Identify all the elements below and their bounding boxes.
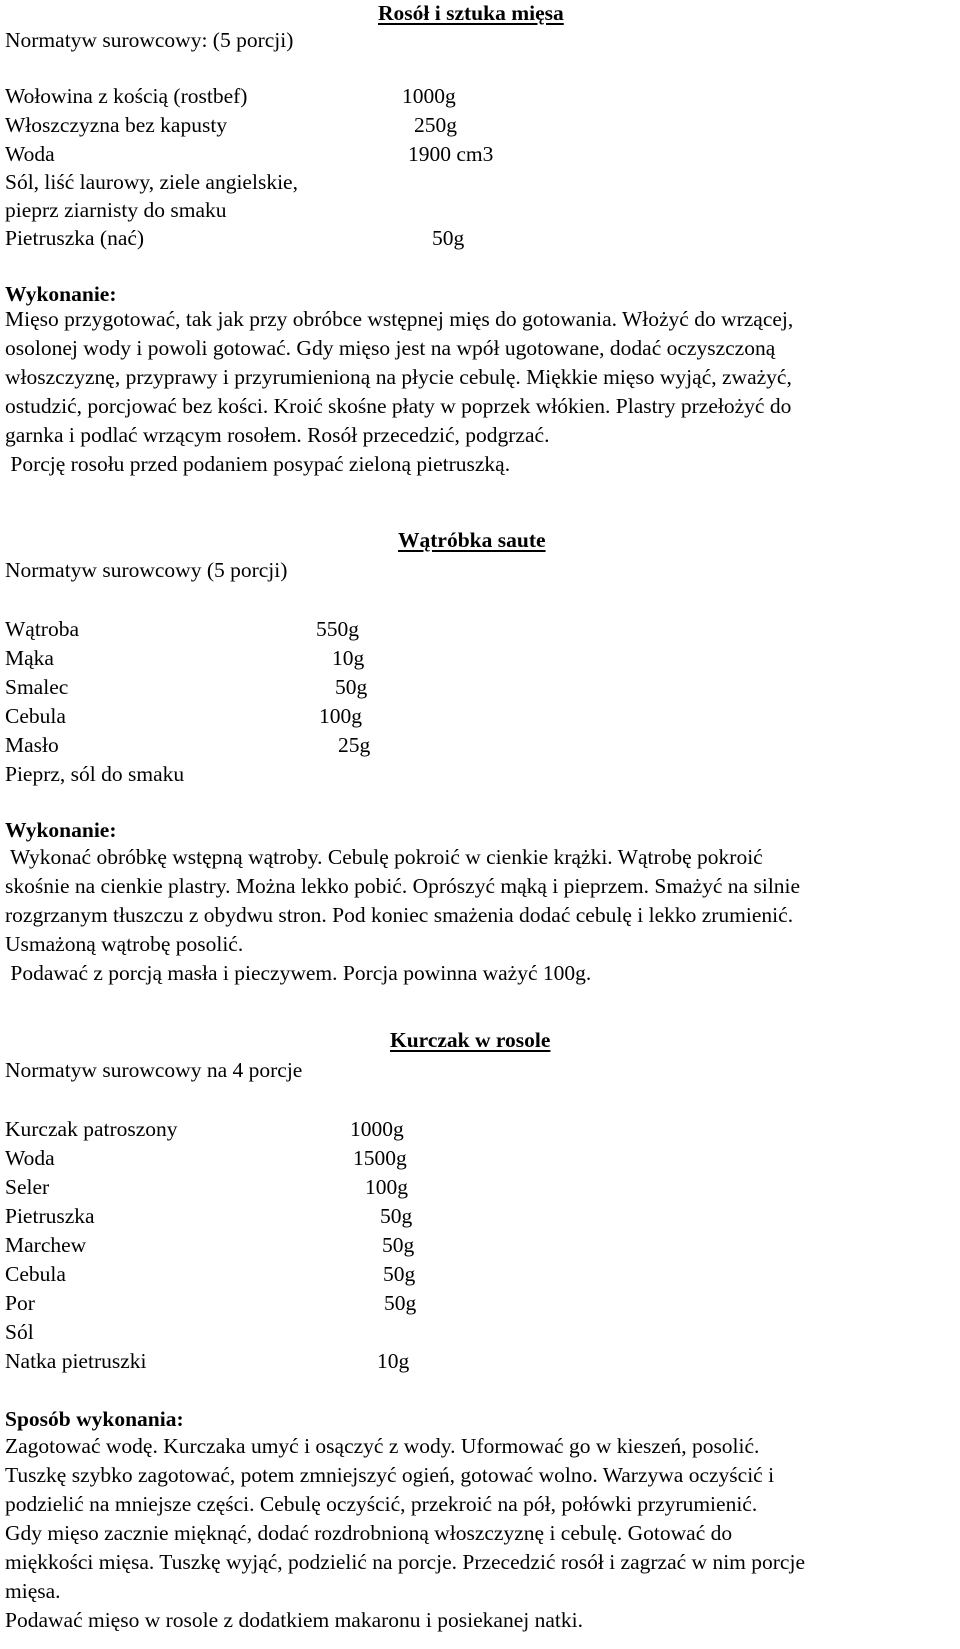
- ingredient-qty: 100g: [365, 1175, 408, 1199]
- ingredient-qty: 1500g: [353, 1146, 407, 1170]
- recipe2-title: Wątróbka saute: [398, 528, 546, 552]
- method-line: włoszczyznę, przyprawy i przyrumienioną na płycie cebulę. Miękkie mięso wyjąć, zważyć,: [5, 365, 792, 389]
- ingredient-qty: 50g: [335, 675, 368, 699]
- method-line: skośnie na cienkie plastry. Można lekko pobić. Oprószyć mąką i pieprzem. Smażyć na silnie: [5, 874, 801, 898]
- recipe3-method-label: Sposób wykonania:: [5, 1407, 184, 1431]
- ingredient-name: Kurczak patroszony: [5, 1117, 178, 1141]
- ingredient-qty: 250g: [414, 113, 457, 137]
- ingredient-qty: 100g: [319, 704, 362, 728]
- method-line: osolonej wody i powoli gotować. Gdy mięso jest na wpół ugotowane, dodać oczyszczoną: [5, 336, 776, 360]
- recipe2-method-label: Wykonanie:: [5, 818, 117, 842]
- ingredient-name: Marchew: [5, 1233, 87, 1257]
- method-line: Gdy mięso zacznie mięknąć, dodać rozdrobnioną włoszczyznę i cebulę. Gotować do: [5, 1521, 733, 1545]
- recipe1-normatyw: Normatyw surowcowy: (5 porcji): [5, 28, 294, 52]
- method-line: ostudzić, porcjować bez kości. Kroić skośne płaty w poprzek włókien. Plastry przełożyć do: [5, 394, 792, 418]
- recipe1-method-label: Wykonanie:: [5, 282, 117, 306]
- ingredient-name: Sól, liść laurowy, ziele angielskie,: [5, 170, 298, 194]
- ingredient-name: Cebula: [5, 704, 66, 728]
- ingredient-name: Wołowina z kością (rostbef): [5, 84, 248, 108]
- recipe3-method-text: [5, 1432, 805, 1635]
- method-line: rozgrzanym tłuszczu z obydwu stron. Pod koniec smażenia dodać cebulę i lekko zrumienić.: [5, 903, 794, 927]
- ingredient-name: Woda: [5, 142, 55, 166]
- ingredient-qty: 1900 cm3: [408, 142, 494, 166]
- ingredient-name: Masło: [5, 733, 59, 757]
- ingredient-qty: 1000g: [402, 84, 456, 108]
- ingredient-qty: 25g: [338, 733, 371, 757]
- ingredient-name: Wątroba: [5, 617, 80, 641]
- ingredient-name: Woda: [5, 1146, 55, 1170]
- ingredient-name: Seler: [5, 1175, 50, 1199]
- ingredient-qty: 50g: [380, 1204, 413, 1228]
- method-line: Tuszkę szybko zagotować, potem zmniejszyć ogień, gotować wolno. Warzywa oczyścić i: [5, 1463, 775, 1487]
- ingredient-name: Por: [5, 1291, 35, 1315]
- method-line: garnka i podlać wrzącym rosołem. Rosół przecedzić, podgrzać.: [5, 423, 550, 447]
- ingredient-name: Pieprz, sól do smaku: [5, 762, 185, 786]
- recipe1-method-text: [5, 305, 793, 479]
- ingredient-name: Pietruszka: [5, 1204, 95, 1228]
- method-line: Usmażoną wątrobę posolić.: [5, 932, 244, 956]
- ingredient-name: Smalec: [5, 675, 69, 699]
- recipe3-title: Kurczak w rosole: [390, 1028, 551, 1052]
- ingredient-qty: 550g: [316, 617, 359, 641]
- method-line: Podawać mięso w rosole z dodatkiem makaronu i posiekanej natki.: [5, 1608, 583, 1632]
- ingredient-name: Sól: [5, 1320, 34, 1344]
- ingredient-name: pieprz ziarnisty do smaku: [5, 198, 227, 222]
- method-line: Mięso przygotować, tak jak przy obróbce wstępnej mięs do gotowania. Włożyć do wrzącej,: [5, 307, 794, 331]
- ingredient-qty: 50g: [383, 1262, 416, 1286]
- method-line: podzielić na mniejsze części. Cebulę oczyścić, przekroić na pół, połówki przyrumienić.: [5, 1492, 758, 1516]
- recipe3-normatyw: Normatyw surowcowy na 4 porcje: [5, 1058, 303, 1082]
- recipe1-title: Rosół i sztuka mięsa: [378, 1, 564, 25]
- ingredient-qty: 50g: [384, 1291, 417, 1315]
- ingredient-name: Cebula: [5, 1262, 66, 1286]
- recipe2-normatyw: Normatyw surowcowy (5 porcji): [5, 558, 288, 582]
- ingredient-name: Włoszczyzna bez kapusty: [5, 113, 228, 137]
- method-line: Podawać z porcją masła i pieczywem. Porcja powinna ważyć 100g.: [5, 961, 592, 985]
- method-line: miękkości mięsa. Tuszkę wyjąć, podzielić na porcje. Przecedzić rosół i zagrzać w nim porcje: [5, 1550, 805, 1574]
- method-line: mięsa.: [5, 1579, 61, 1603]
- ingredient-name: Pietruszka (nać): [5, 226, 145, 250]
- ingredient-qty: 50g: [382, 1233, 415, 1257]
- method-line: Porcję rosołu przed podaniem posypać zieloną pietruszką.: [5, 452, 511, 476]
- ingredient-name: Mąka: [5, 646, 54, 670]
- method-line: Wykonać obróbkę wstępną wątroby. Cebulę pokroić w cienkie krążki. Wątrobę pokroić: [5, 845, 763, 869]
- ingredient-qty: 10g: [377, 1349, 410, 1373]
- recipe2-method-text: [5, 843, 800, 988]
- ingredient-qty: 1000g: [350, 1117, 404, 1141]
- method-line: Zagotować wodę. Kurczaka umyć i osączyć z wody. Uformować go w kieszeń, posolić.: [5, 1434, 760, 1458]
- ingredient-qty: 50g: [432, 226, 465, 250]
- ingredient-qty: 10g: [332, 646, 365, 670]
- ingredient-name: Natka pietruszki: [5, 1349, 147, 1373]
